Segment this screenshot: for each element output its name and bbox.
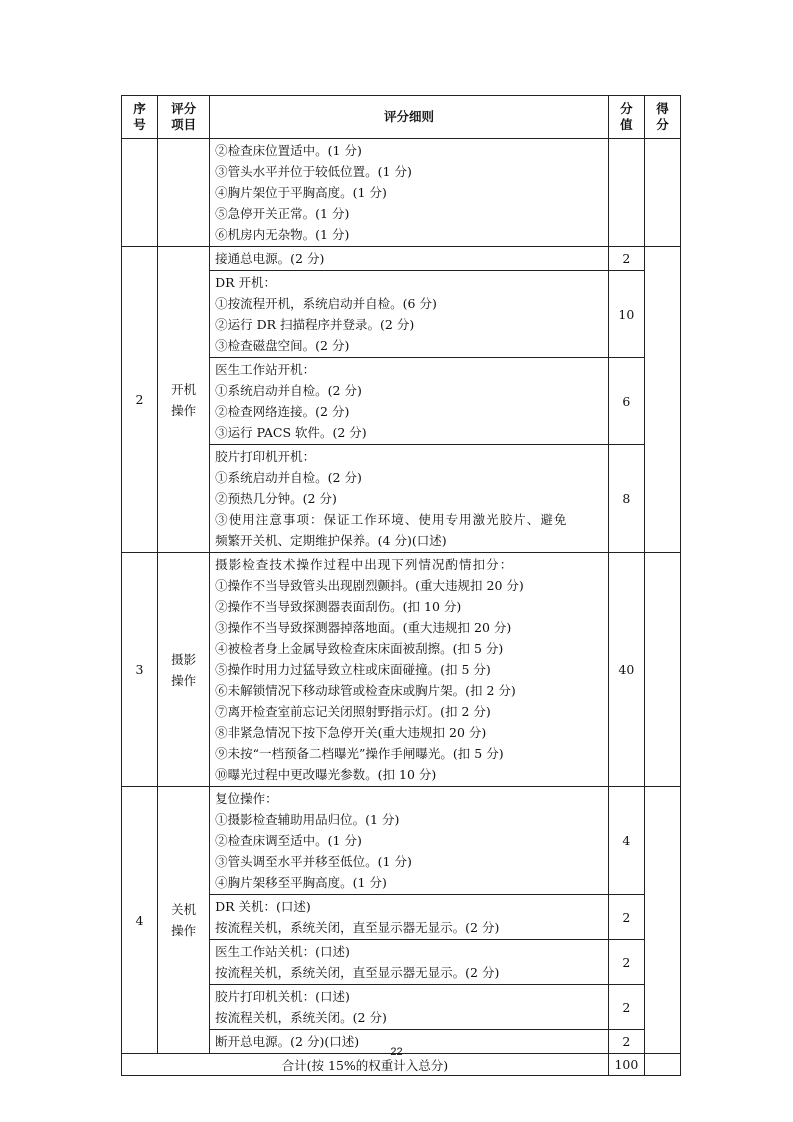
- detail-line: ②操作不当导致探测器表面刮伤。(扣 10 分): [215, 599, 462, 614]
- detail-line: ①按流程开机，系统启动并自检。(6 分): [215, 296, 437, 311]
- detail-line: ⑥未解锁情况下移动球管或检查床或胸片架。(扣 2 分): [215, 683, 516, 698]
- detail-line: ④胸片架移至平胸高度。(1 分): [215, 875, 387, 890]
- header-item-label: 评分项目: [171, 101, 197, 132]
- table-row: [122, 139, 681, 247]
- section-item: 关机操作: [171, 902, 197, 938]
- detail-line: 胶片打印机开机：: [215, 449, 316, 464]
- detail-cell: [210, 247, 609, 271]
- detail-line: 接通总电源。(2 分): [215, 251, 325, 266]
- section-no-cell: [122, 553, 158, 787]
- detail-line: DR 关机：(口述): [215, 899, 311, 914]
- detail-line: 医生工作站关机：(口述): [215, 944, 350, 959]
- points-value: 2: [622, 1034, 631, 1049]
- points-cell: [608, 247, 644, 271]
- detail-line: ①系统启动并自检。(2 分): [215, 470, 362, 485]
- detail-line: ②运行 DR 扫描程序并登录。(2 分): [215, 317, 415, 332]
- points-value: 2: [622, 251, 631, 266]
- detail-line: ⑥机房内无杂物。(1 分): [215, 227, 350, 242]
- points-cell: [608, 553, 644, 787]
- section-no: 3: [135, 662, 144, 677]
- scoring-table: [121, 95, 681, 1076]
- detail-cell: [210, 787, 609, 895]
- detail-line: ①系统启动并自检。(2 分): [215, 383, 362, 398]
- detail-line: 频繁开关机、定期维护保养。(4 分)(口述): [215, 533, 447, 548]
- points-value: 6: [622, 393, 631, 409]
- section-item: 摄影操作: [171, 651, 197, 688]
- detail-line: 摄影检查技术操作过程中出现下列情况酌情扣分：: [215, 557, 514, 572]
- section-item-cell: [158, 553, 210, 787]
- detail-cell: [210, 940, 609, 985]
- points-cell: [608, 787, 644, 895]
- header-row: [122, 96, 681, 139]
- section-no-cell: [122, 787, 158, 1054]
- detail-line: 按流程关机，系统关闭。(2 分): [215, 1010, 387, 1025]
- score-cell: [644, 553, 680, 787]
- detail-line: ②预热几分钟。(2 分): [215, 491, 337, 506]
- score-cell: [644, 787, 680, 1054]
- detail-line: ③管头水平并位于较低位置。(1 分): [215, 164, 412, 179]
- header-no-label: 序号: [133, 101, 146, 132]
- points-cell: [608, 445, 644, 553]
- section-item: 开机操作: [171, 381, 197, 418]
- detail-cell: [210, 271, 609, 358]
- detail-line: ③检查磁盘空间。(2 分): [215, 338, 350, 353]
- section-item-cell: [158, 787, 210, 1054]
- detail-line: 断开总电源。(2 分)(口述): [215, 1034, 360, 1049]
- detail-line: ②检查床位置适中。(1 分): [215, 143, 362, 158]
- points-value: 2: [622, 999, 631, 1015]
- table-row: [122, 553, 681, 787]
- points-cell: [608, 985, 644, 1030]
- points-value: 10: [618, 306, 635, 322]
- detail-cell: [210, 553, 609, 787]
- detail-cell: [210, 895, 609, 940]
- total-points: 100: [614, 1057, 639, 1072]
- section-item-cell: [158, 247, 210, 553]
- item-cell: [158, 139, 210, 247]
- detail-line: ③操作不当导致探测器掉落地面。(重大违规扣 20 分): [215, 620, 512, 635]
- header-points: [608, 96, 644, 139]
- detail-line: DR 开机：: [215, 275, 277, 290]
- detail-line: ⑧非紧急情况下按下急停开关(重大违规扣 20 分): [215, 725, 487, 740]
- detail-line: 按流程关机，系统关闭，直至显示器无显示。(2 分): [215, 965, 500, 980]
- points-cell: [608, 358, 644, 445]
- detail-line: ④胸片架位于平胸高度。(1 分): [215, 185, 387, 200]
- detail-line: ⑤急停开关正常。(1 分): [215, 206, 350, 221]
- detail-line: 医生工作站开机：: [215, 362, 316, 377]
- points-value: 8: [622, 491, 631, 506]
- section-no-cell: [122, 247, 158, 553]
- detail-line: ③管头调至水平并移至低位。(1 分): [215, 854, 412, 869]
- section-no: 2: [135, 392, 144, 407]
- detail-cell: [210, 445, 609, 553]
- header-score-label: 得分: [656, 101, 669, 132]
- header-item: [158, 96, 210, 139]
- table-row: [122, 247, 681, 271]
- points-cell: [608, 940, 644, 985]
- detail-line: ③运行 PACS 软件。(2 分): [215, 425, 367, 440]
- table-row: [122, 787, 681, 895]
- points-value: 2: [622, 909, 631, 925]
- detail-line: 复位操作：: [215, 791, 278, 806]
- detail-line: ⑨未按“一档预备二档曝光”操作手闸曝光。(扣 5 分): [215, 746, 504, 761]
- total-label: 合计(按 15%的权重计入总分): [281, 1057, 449, 1073]
- header-no: [122, 96, 158, 139]
- score-cell: [644, 247, 680, 553]
- points-value: 40: [618, 662, 635, 677]
- header-detail-label: 评分细则: [383, 109, 434, 124]
- detail-line: ⑤操作时用力过猛导致立柱或床面碰撞。(扣 5 分): [215, 662, 491, 677]
- detail-line: ②检查床调至适中。(1 分): [215, 833, 362, 848]
- header-points-label: 分值: [620, 101, 633, 132]
- header-detail: [210, 96, 609, 139]
- detail-line: ⑦离开检查室前忘记关闭照射野指示灯。(扣 2 分): [215, 704, 491, 719]
- detail-cell: [210, 358, 609, 445]
- score-cell: [644, 139, 680, 247]
- section-no: 4: [135, 912, 144, 928]
- detail-line: ②检查网络连接。(2 分): [215, 404, 350, 419]
- points-cell: [608, 271, 644, 358]
- detail-line: ①操作不当导致管头出现剧烈颤抖。(重大违规扣 20 分): [215, 578, 524, 593]
- detail-line: ④被检者身上金属导致检查床床面被刮擦。(扣 5 分): [215, 641, 504, 656]
- detail-line: ③使用注意事项：保证工作环境、使用专用激光胶片、避免: [215, 512, 568, 527]
- detail-line: 按流程关机，系统关闭，直至显示器无显示。(2 分): [215, 920, 500, 935]
- detail-line: ①摄影检查辅助用品归位。(1 分): [215, 812, 400, 827]
- page-number: 22: [390, 1046, 403, 1058]
- points-value: 2: [622, 954, 631, 970]
- detail-line: ⑩曝光过程中更改曝光参数。(扣 10 分): [215, 767, 437, 782]
- detail-cell: [210, 985, 609, 1030]
- no-cell: [122, 139, 158, 247]
- points-cell: [608, 139, 644, 247]
- header-score: [644, 96, 680, 139]
- points-cell: [608, 895, 644, 940]
- detail-line: 胶片打印机关机：(口述): [215, 989, 350, 1004]
- detail-cell: [210, 139, 609, 247]
- points-value: 4: [622, 833, 631, 848]
